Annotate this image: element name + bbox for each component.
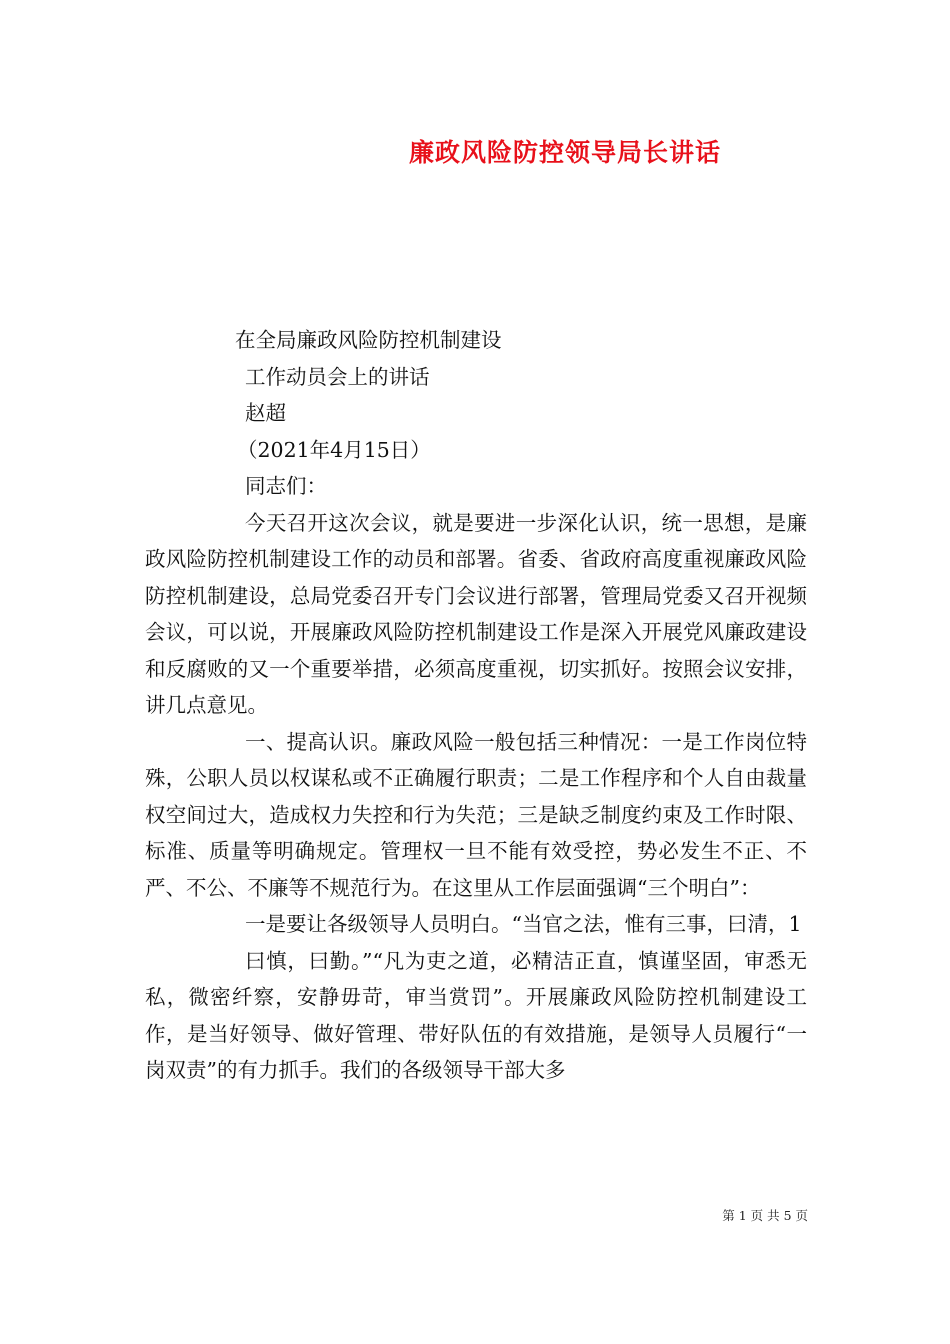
paragraph-introduction: 今天召开这次会议，就是要进一步深化认识，统一思想，是廉政风险防控机制建设工作的动员和部署。省委、省政府高度重视廉政风险防控机制建设，总局党委召开专门会议进行部署，管理局党委又召开视频会议，可以说，开展廉政风险防控机制建设工作是深入开展党风廉政建设和反腐败的又一个重要举措，必须高度重视，切实抓好。按照会议安排，讲几点意见。 (145, 510, 807, 717)
speaker-name: 赵超 (245, 401, 286, 425)
speech-date: （2021年4月15日） (237, 437, 431, 462)
page-footer: 第 1 页 共 5 页 (722, 1208, 808, 1223)
document-title: 廉政风险防控领导局长讲话 (408, 138, 721, 167)
document-body (145, 322, 807, 1089)
speech-heading-line-1: 在全局廉政风险防控机制建设 (235, 328, 502, 352)
paragraph-raise-awareness: 一、提高认识。廉政风险一般包括三种情况：一是工作岗位特殊，公职人员以权谋私或不正确履行职责；二是工作程序和个人自由裁量权空间过大，造成权力失控和行为失范；三是缺乏制度约束及工作时限、标准、质量等明确规定。管理权一旦不能有效受控，势必发生不正、不严、不公、不廉等不规范行为。在这里从工作层面强调“三个明白”： (145, 729, 807, 900)
paragraph-leaders-understand: 一是要让各级领导人员明白。“当官之法，惟有三事，曰清，1 (245, 912, 802, 936)
paragraph-continuation: 曰慎，曰勤。”“凡为吏之道，必精洁正直，慎谨坚固，审悉无私，微密纤察，安静毋苛，审当赏罚”。开展廉政风险防控机制建设工作，是当好领导、做好管理、带好队伍的有效措施，是领导人员履行“一岗双责”的有力抓手。我们的各级领导干部大多 (145, 948, 807, 1082)
salutation: 同志们： (245, 474, 327, 498)
speech-heading-line-2: 工作动员会上的讲话 (245, 364, 430, 389)
